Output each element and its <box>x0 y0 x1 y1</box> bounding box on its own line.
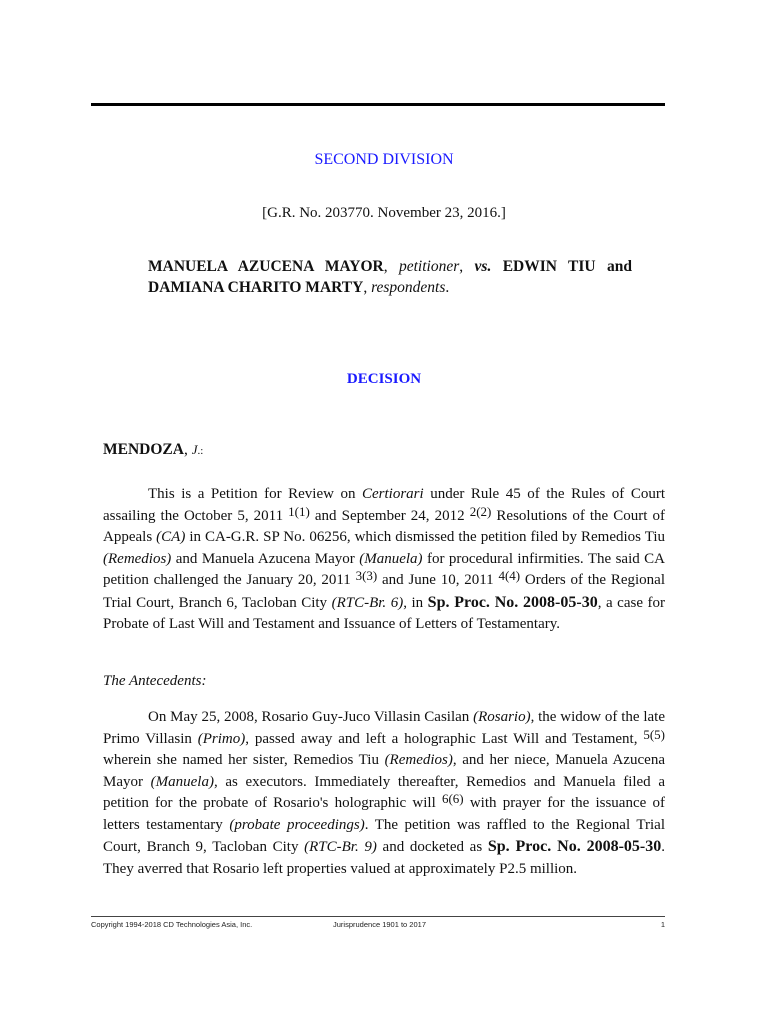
italic-term: (Primo) <box>197 730 246 747</box>
case-docket-bold: Sp. Proc. No. 2008-05-30 <box>487 838 662 855</box>
footnote-ref[interactable]: 4(4) <box>498 568 521 583</box>
and-word: and <box>607 258 632 275</box>
italic-term: (RTC-Br. 9) <box>304 839 377 855</box>
italic-term: (Manuela) <box>359 550 423 567</box>
case-parties: MANUELA AZUCENA MAYOR, petitioner, vs. EDWIN TIU and DAMIANA CHARITO MARTY, respondents. <box>148 258 632 296</box>
respondent-name-1: EDWIN TIU <box>502 258 596 275</box>
footnote-ref[interactable]: 2(2) <box>469 503 492 519</box>
text-run: . The petition was raffled to the Regional Trial Court, Branch 9, Tacloban City <box>103 816 665 855</box>
italic-term: (Remedios) <box>103 550 172 567</box>
page-footer <box>91 920 665 932</box>
italic-term: (RTC-Br. 6) <box>331 594 404 611</box>
text-run: , a case for Probate of Last Will and Testament and Issuance of Letters of Testamentary. <box>103 594 665 632</box>
case-docket-bold: Sp. Proc. No. 2008-05-30 <box>427 593 598 611</box>
antecedents-heading: The Antecedents: <box>103 673 207 689</box>
text-run: This is a Petition for Review on <box>148 486 362 502</box>
text-run: . They averred that Rosario left properties valued at approximately P2.5 million. <box>103 839 666 877</box>
italic-term: (Manuela) <box>150 773 214 790</box>
text-run: and September 24, 2012 <box>309 507 470 524</box>
text-run: with prayer for the issuance of letters testamentary <box>103 795 665 833</box>
respondent-name-2: DAMIANA CHARITO MARTY <box>148 279 364 296</box>
text-run: Resolutions of the Court of Appeals <box>103 507 665 545</box>
text-run: under Rule 45 of the Rules of Court assailing the October 5, 2011 <box>103 486 665 524</box>
petitioner-name: MANUELA AZUCENA MAYOR <box>148 258 384 275</box>
ponente-title: J <box>191 442 198 457</box>
italic-term: (Rosario) <box>473 709 531 725</box>
text-run: , the widow of the late Primo Villasin <box>103 709 665 747</box>
footnote-ref[interactable]: 6(6) <box>441 791 464 806</box>
text-run: , and her niece, Manuela Azucena Mayor <box>103 752 665 790</box>
text-run: On May 25, 2008, Rosario Guy-Juco Villasin Casilan <box>148 709 474 725</box>
page-number: 1 <box>660 920 665 929</box>
ponente-line: MENDOZA, J.: <box>103 441 204 458</box>
paragraph-intro <box>103 484 665 636</box>
footnote-ref[interactable]: 1(1) <box>288 503 310 519</box>
text-run: Orders of the Regional Trial Court, Branch 6, Tacloban City <box>103 572 665 611</box>
text-run: , passed away and left a holographic Last Will and Testament, <box>245 730 644 747</box>
ponente-name: MENDOZA <box>103 441 184 458</box>
division-heading: SECOND DIVISION <box>314 151 454 168</box>
text-run: wherein she named her sister, Remedios Tiu <box>103 752 385 768</box>
text-run: and June 10, 2011 <box>377 572 499 588</box>
text-run: for procedural infirmities. The said CA petition challenged the January 20, 2011 <box>103 550 665 588</box>
italic-term: (CA) <box>156 529 186 545</box>
ponente-colon: .: <box>197 445 204 457</box>
case-number: [G.R. No. 203770. November 23, 2016.] <box>262 205 506 221</box>
versus-label: vs. <box>474 258 492 275</box>
footer-rule <box>91 916 665 917</box>
respondents-role: respondents <box>371 279 446 296</box>
paragraph-antecedents <box>103 707 665 880</box>
text-run: , as executors. Immediately thereafter, Remedios and Manuela filed a petition for the probate of Rosario's holographic will <box>103 773 665 811</box>
footer-copyright: Copyright 1994-2018 CD Technologies Asia, Inc. <box>91 920 253 929</box>
petitioner-role: petitioner <box>399 258 460 275</box>
text-run: in CA-G.R. SP No. 06256, which dismissed the petition filed by Remedios Tiu <box>185 529 666 545</box>
italic-term: (Remedios) <box>384 752 453 768</box>
italic-term: (probate proceedings) <box>229 816 365 833</box>
text-run: , in <box>403 594 428 611</box>
italic-term: Certiorari <box>361 486 424 502</box>
text-run: and docketed as <box>376 839 488 855</box>
header-rule <box>91 103 665 106</box>
footnote-ref[interactable]: 5(5) <box>643 726 666 742</box>
decision-title: DECISION <box>346 371 422 387</box>
text-run: and Manuela Azucena Mayor <box>171 550 360 567</box>
footnote-ref[interactable]: 3(3) <box>355 568 378 583</box>
footer-collection: Jurisprudence 1901 to 2017 <box>333 920 426 929</box>
